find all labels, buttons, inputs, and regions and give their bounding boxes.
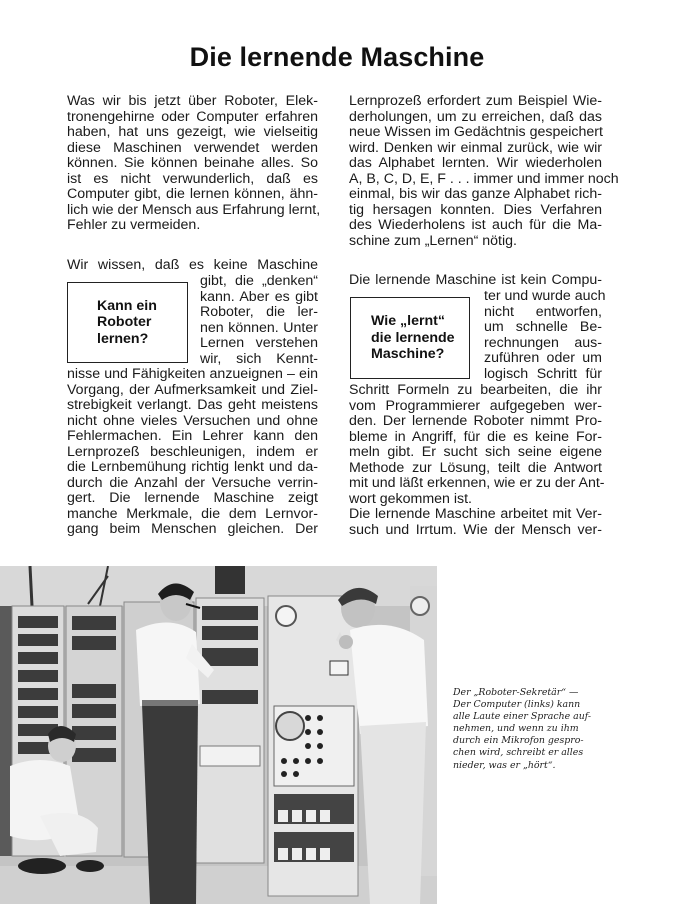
text-line: nisse und Fähigkeiten anzueignen – ein [67,366,318,382]
box-question-line: Roboter [97,314,152,331]
box-question [371,313,455,363]
text-line: Was wir bis jetzt über Roboter, Elek- [67,93,318,109]
box-question-line: die lernende [371,329,455,346]
text-line: gert. Die lernende Maschine zeigt [67,490,318,507]
text-line: Lernen verstehen [200,335,318,352]
caption-line: nehmen, und wenn zu ihm [453,723,579,735]
photo-caption [453,687,603,772]
right-paragraph-2-beside-box [484,288,606,382]
text-line: Fehler zu vermeiden. [67,217,201,234]
box-question-line: lernen? [97,330,149,347]
caption-line: chen wird, schreibt er alles [453,747,584,759]
text-line: diese Maschinen verwendet werden [67,139,318,156]
text-line: tig hersagen konnten. Dies Verfahren [349,201,602,218]
caption-line: alle Laute einer Sprache auf- [453,711,592,723]
text-line: Computer gibt, die lernen können, ähn- [67,186,318,203]
text-line: haben, hat uns gezeigt, wie vielseitig [67,124,318,141]
text-line: Die lernende Maschine arbeitet mit Ver- [349,506,602,522]
right-paragraph-3 [349,507,602,538]
text-line: Vorgang, der Aufmerksamkeit und Ziel- [67,381,318,398]
text-line: bleme in Angriff, für die es keine For- [349,428,602,445]
microphone-icon [339,635,353,649]
caption-line: Der Computer (links) kann [453,699,581,711]
text-line: such und Irrtum. Wie der Mensch ver- [349,521,602,538]
text-line: Methode zur Lösung, teilt die Antwort [349,459,602,476]
text-line: gang beim Menschen gleichen. Der [67,521,318,538]
question-box-wie-lernt-die-lernende-maschine [350,297,470,379]
text-line: die Lernbemühung richtig lenkt und da- [67,459,318,476]
text-line: ter und wurde auch [484,288,606,304]
text-line: einmal, bis wir das ganze Alphabet rich- [349,186,602,203]
left-paragraph-2-beside-box [200,274,318,367]
caption-line: durch ein Mikrofon gespro- [453,735,584,747]
text-line: A, B, C, D, E, F . . . immer und immer noch [349,170,619,187]
page-title: Die lernende Maschine [189,42,485,72]
text-line: ist es nicht verwunderlich, daß es [67,170,318,187]
left-paragraph-2-rest [67,367,318,538]
ceiling-speaker [215,566,245,594]
right-paragraph-2-rest [349,382,605,507]
photo-computer-lab [0,566,437,904]
text-line: manche Merkmale, die dem Lernvor- [67,505,318,522]
text-line: Fehlermachen. Ein Lehrer kann den [67,428,318,445]
text-line: wort gekommen ist. [349,490,472,507]
text-line: Roboter, die ler- [200,304,318,321]
caption-line: Der „Roboter-Sekretär“ — [453,687,579,698]
text-line: Schritt Formeln zu bearbeiten, die ihr [349,382,602,398]
text-line: durch die Anzahl der Versuche verrin- [67,474,318,491]
text-line: derholungen, um zu erreichen, daß das [349,108,602,125]
text-line: Lernprozeß erfordert zum Beispiel Wie- [349,93,602,109]
text-line: lich wie der Mensch aus Erfahrung lernt, [67,201,321,218]
text-line: Die lernende Maschine ist kein Compu- [349,272,602,288]
text-line: vom Programmierer aufgegeben wer- [349,397,602,414]
text-line: zuführen oder um [484,350,602,367]
text-line: neue Wissen im Gedächtnis gespeichert [349,124,603,141]
text-line: können. Sie können beinahe alles. So [67,155,318,172]
text-line: logisch Schritt für [484,365,602,382]
text-line: Wir wissen, daß es keine Maschine [67,257,318,273]
text-line: den. Der lernende Roboter nimmt Pro- [349,413,602,430]
text-line: gibt, die „denken“ [200,273,318,289]
box-question-line: Wie „lernt“ [371,313,445,330]
text-line: um schnelle Be- [484,319,602,336]
text-line: kann. Aber es gibt [200,288,318,305]
right-paragraph-2-first [349,273,602,289]
text-line: das Alphabet lernten. Wir wiederholen [349,155,602,172]
photo-illustration [0,566,437,904]
left-paragraph-1 [67,93,321,234]
box-question-line: Kann ein [97,297,157,314]
text-line: des Wiederholens ist auch für die Ma- [349,217,602,234]
text-line: mit und läßt erkennen, wie er zu der Ant- [349,475,605,492]
text-line: meln gibt. Er sucht sich seine eigene [349,444,602,461]
text-line: nen können. Unter [200,319,318,336]
text-line: nicht ohne vieles Versuchen und ohne [67,412,318,429]
text-line: wir, sich Kennt- [200,350,318,367]
box-question-line: Maschine? [371,346,445,363]
caption-line: nieder, was er „hört“. [453,759,556,771]
text-line: strebigkeit verlangt. Das geht meistens [67,397,318,414]
left-paragraph-2-first [67,258,318,274]
text-line: rechnungen aus- [484,334,602,351]
text-line: wird. Denken wir einmal zurück, wie wir [349,139,602,156]
text-line: Lernprozeß beschleunigen, indem er [67,443,318,460]
text-line: schine zum „Lernen“ nötig. [349,232,517,249]
text-line: tronengehirne oder Computer erfahren [67,108,318,125]
question-box-kann-ein-roboter-lernen [67,282,188,363]
text-line: nicht entworfen, [484,303,602,320]
right-paragraph-1 [349,93,619,249]
box-question [97,298,157,348]
